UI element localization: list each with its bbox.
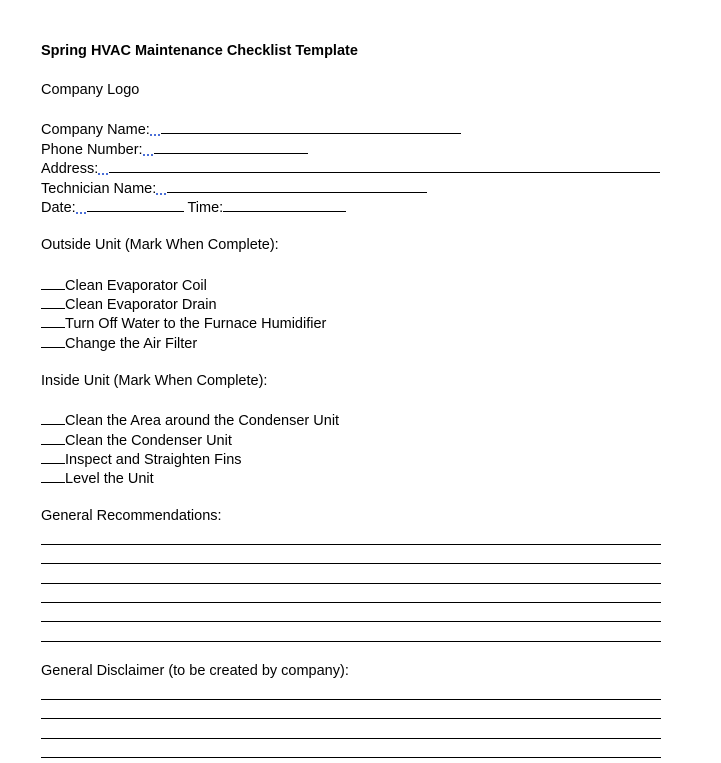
spellcheck-squiggle (98, 169, 108, 175)
company-name-blank[interactable] (161, 120, 461, 134)
outside-checklist-item[interactable] (41, 314, 326, 333)
address-blank[interactable] (109, 159, 660, 173)
recommendations-line[interactable] (41, 583, 661, 584)
spellcheck-squiggle (156, 189, 166, 195)
outside-checklist-item[interactable] (41, 334, 197, 353)
checklist-item-label: Level the Unit (65, 471, 154, 487)
date-blank[interactable] (87, 198, 184, 212)
technician-name-label: Technician Name: (41, 181, 157, 197)
disclaimer-line[interactable] (41, 718, 661, 719)
disclaimer-line[interactable] (41, 699, 661, 700)
recommendations-line[interactable] (41, 621, 661, 622)
outside-checklist-item[interactable] (41, 295, 217, 314)
checklist-item-label: Clean the Condenser Unit (65, 433, 232, 449)
address-label: Address: (41, 161, 99, 177)
technician-name-field[interactable] (41, 179, 427, 198)
address-field[interactable] (41, 159, 660, 178)
completion-mark-blank[interactable] (41, 450, 65, 464)
spellcheck-squiggle (76, 208, 86, 214)
technician-name-blank[interactable] (167, 179, 427, 193)
company-name-field[interactable] (41, 120, 461, 139)
inside-checklist-item[interactable] (41, 450, 242, 469)
checklist-item-label: Inspect and Straighten Fins (65, 452, 242, 468)
checklist-item-label: Clean Evaporator Drain (65, 297, 217, 313)
completion-mark-blank[interactable] (41, 469, 65, 483)
company-name-label: Company Name: (41, 122, 150, 138)
completion-mark-blank[interactable] (41, 411, 65, 425)
completion-mark-blank[interactable] (41, 431, 65, 445)
completion-mark-blank[interactable] (41, 295, 65, 309)
phone-number-blank[interactable] (154, 140, 308, 154)
time-label: Time: (187, 200, 224, 216)
document-title: Spring HVAC Maintenance Checklist Template (41, 43, 358, 59)
inside-checklist-item[interactable] (41, 411, 339, 430)
spellcheck-squiggle (143, 150, 153, 156)
date-time-field[interactable] (41, 198, 346, 217)
inside-unit-heading: Inside Unit (Mark When Complete): (41, 373, 268, 389)
inside-checklist-item[interactable] (41, 469, 154, 488)
checklist-item-label: Change the Air Filter (65, 336, 198, 352)
checklist-item-label: Turn Off Water to the Furnace Humidifier (65, 316, 327, 332)
completion-mark-blank[interactable] (41, 276, 65, 290)
spellcheck-squiggle (150, 130, 160, 136)
checklist-item-label: Clean Evaporator Coil (65, 278, 207, 294)
inside-checklist-item[interactable] (41, 431, 232, 450)
outside-unit-heading: Outside Unit (Mark When Complete): (41, 237, 279, 253)
date-label: Date: (41, 200, 76, 216)
recommendations-line[interactable] (41, 563, 661, 564)
completion-mark-blank[interactable] (41, 314, 65, 328)
phone-number-label: Phone Number: (41, 142, 143, 158)
recommendations-line[interactable] (41, 641, 661, 642)
general-disclaimer-heading: General Disclaimer (to be created by company): (41, 663, 349, 679)
recommendations-line[interactable] (41, 602, 661, 603)
disclaimer-line[interactable] (41, 738, 661, 739)
disclaimer-line[interactable] (41, 757, 661, 758)
general-recommendations-heading: General Recommendations: (41, 508, 222, 524)
phone-number-field[interactable] (41, 140, 308, 159)
company-logo-placeholder: Company Logo (41, 82, 140, 98)
checklist-item-label: Clean the Area around the Condenser Unit (65, 413, 340, 429)
completion-mark-blank[interactable] (41, 334, 65, 348)
outside-checklist-item[interactable] (41, 276, 207, 295)
recommendations-line[interactable] (41, 544, 661, 545)
time-blank[interactable] (223, 198, 346, 212)
